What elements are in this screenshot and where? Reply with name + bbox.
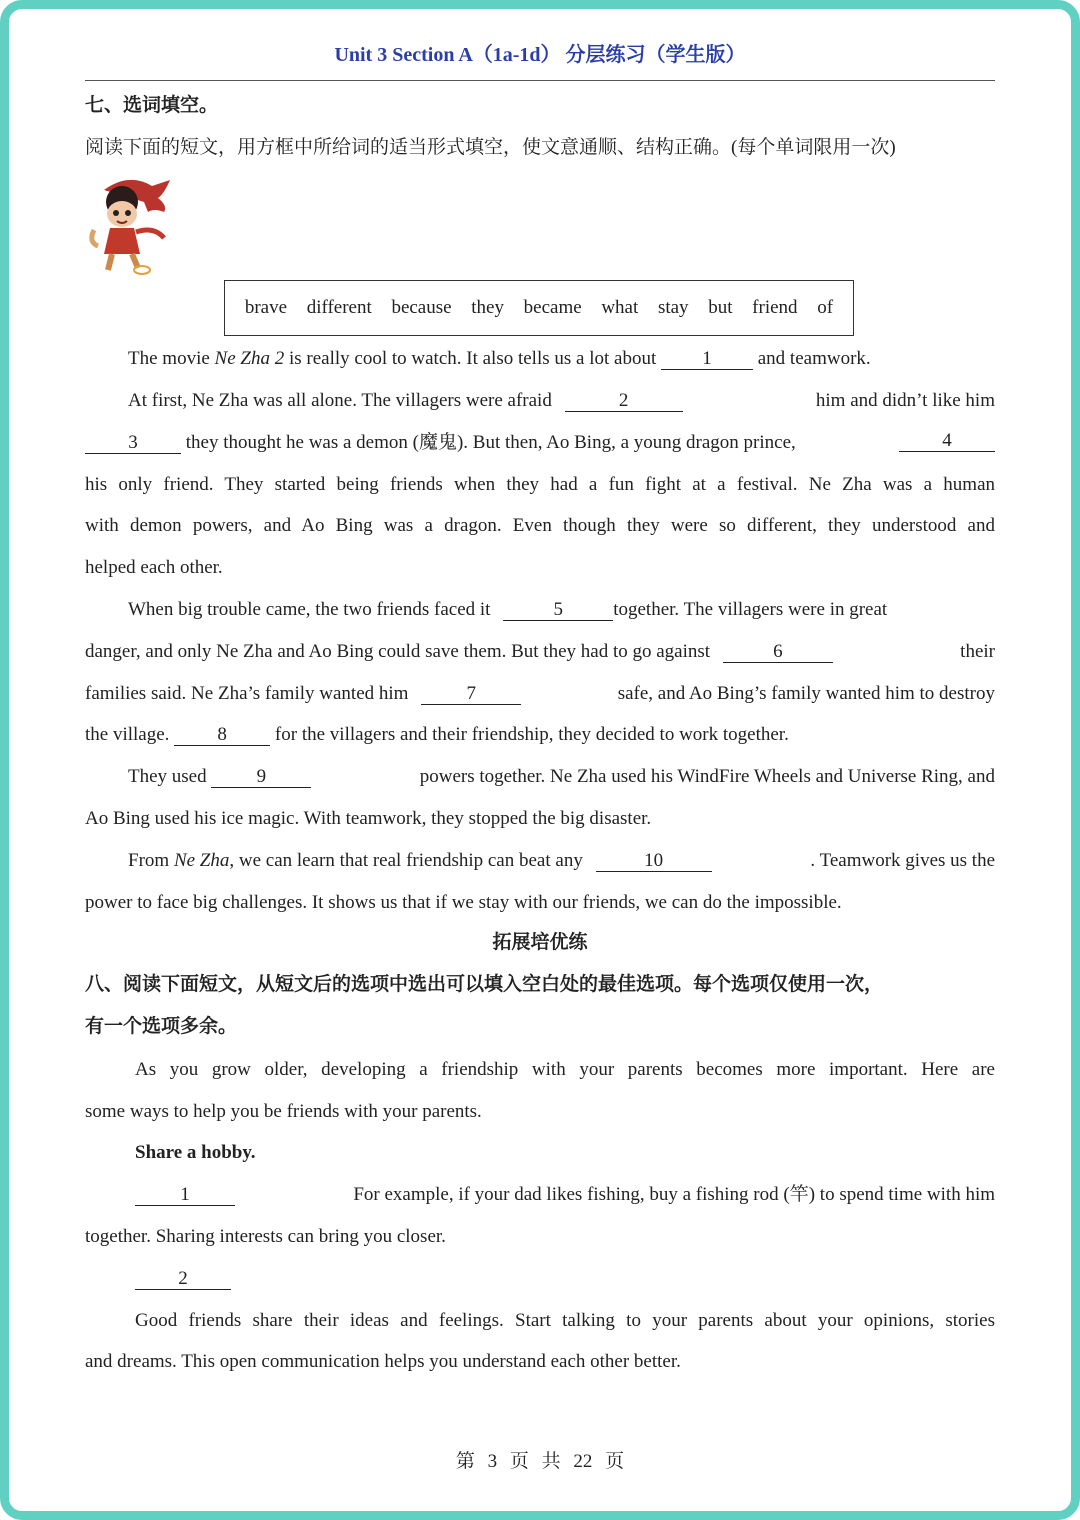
passage-line: the village. 8 for the villagers and their friendship, they decided to work together.: [85, 724, 789, 745]
extension-title: 拓展培优练: [492, 932, 588, 953]
blank-5[interactable]: 5: [503, 600, 613, 621]
passage-line: [135, 1267, 231, 1291]
passage-line: his only friend. They started being friends when they had a fun fight at a festival. Ne Zha was a human: [85, 474, 995, 495]
passage-line: They used 9 powers together. Ne Zha used his WindFire Wheels and Universe Ring, and: [128, 766, 995, 787]
blank-10[interactable]: 10: [596, 851, 712, 872]
word-bank-item: became: [523, 297, 582, 318]
word-bank-item: what: [601, 297, 639, 318]
passage-line: When big trouble came, the two friends faced it 5 together. The villagers were in great: [128, 599, 888, 620]
sub-heading: Share a hobby.: [135, 1142, 256, 1163]
passage-line: danger, and only Ne Zha and Ao Bing could save them. But they had to go against 6 their: [85, 641, 995, 662]
section8-heading: 有一个选项多余。: [85, 1016, 238, 1037]
passage-line: together. Sharing interests can bring you closer.: [85, 1226, 446, 1247]
blank-9[interactable]: 9: [211, 767, 311, 788]
blank-1[interactable]: 1: [661, 349, 753, 370]
section8-blank-2[interactable]: 2: [135, 1269, 231, 1290]
passage-line: Good friends share their ideas and feelings. Start talking to your parents about your opinions, stories: [135, 1310, 995, 1331]
page-number: 第 3 页 共 22 页: [455, 1451, 625, 1472]
blank-7[interactable]: 7: [421, 684, 521, 705]
movie-title: Ne Zha 2: [214, 348, 285, 369]
word-bank-item: friend: [752, 297, 798, 318]
passage-line: At first, Ne Zha was all alone. The villagers were afraid 2 him and didn’t like him: [128, 390, 995, 411]
passage-line: some ways to help you be friends with your parents.: [85, 1101, 482, 1122]
section8-blank-1[interactable]: 1: [135, 1185, 235, 1206]
blank-8[interactable]: 8: [174, 725, 270, 746]
blank-6[interactable]: 6: [723, 642, 833, 663]
passage-line: Ao Bing used his ice magic. With teamwork, they stopped the big disaster.: [85, 808, 652, 829]
word-bank-item: brave: [244, 297, 288, 318]
passage-line: families said. Ne Zha’s family wanted him 7 safe, and Ao Bing’s family wanted him to destroy: [85, 683, 995, 704]
passage-line: As you grow older, developing a friendship with your parents becomes more important. Here are: [135, 1059, 995, 1080]
header-rule: [85, 80, 995, 81]
word-bank-item: they: [471, 297, 504, 318]
passage-line: From Ne Zha, we can learn that real friendship can beat any 10 . Teamwork gives us the: [128, 850, 995, 871]
page-header-title: Unit 3 Section A（1a-1d） 分层练习（学生版）: [334, 44, 746, 66]
section8-heading: 八、阅读下面短文，从短文后的选项中选出可以填入空白处的最佳选项。每个选项仅使用一次，: [85, 974, 884, 995]
word-bank-item: but: [708, 297, 733, 318]
passage-line: with demon powers, and Ao Bing was a dragon. Even though they were so different, they understood and: [85, 515, 995, 536]
word-bank-box: [224, 280, 854, 336]
word-bank-item: different: [306, 297, 372, 318]
word-bank-item: stay: [657, 297, 689, 318]
section7-instruction: 阅读下面的短文，用方框中所给词的适当形式填空，使文意通顺、结构正确。(每个单词限用一次): [85, 137, 896, 158]
passage-line: 3 they thought he was a demon (魔鬼). But then, Ao Bing, a young dragon prince, 4: [85, 431, 995, 455]
passage-line: power to face big challenges. It shows us that if we stay with our friends, we can do the impossible.: [85, 892, 842, 913]
blank-2[interactable]: 2: [565, 391, 683, 412]
passage-line: and dreams. This open communication helps you understand each other better.: [85, 1351, 681, 1372]
passage-line: The movie Ne Zha 2 is really cool to watch. It also tells us a lot about 1 and teamwork.: [128, 348, 871, 369]
movie-title: Ne Zha: [173, 850, 230, 871]
passage-line: 1 For example, if your dad likes fishing, buy a fishing rod (竿) to spend time with him: [135, 1183, 995, 1207]
passage-line: helped each other.: [85, 557, 223, 578]
blank-3[interactable]: 3: [85, 433, 181, 454]
word-bank-item: because: [391, 297, 452, 318]
section7-heading: 七、选词填空。: [85, 95, 219, 116]
blank-4[interactable]: 4: [899, 431, 995, 452]
ne-zha-mascot-image: [84, 172, 174, 276]
word-bank-item: of: [817, 297, 834, 318]
